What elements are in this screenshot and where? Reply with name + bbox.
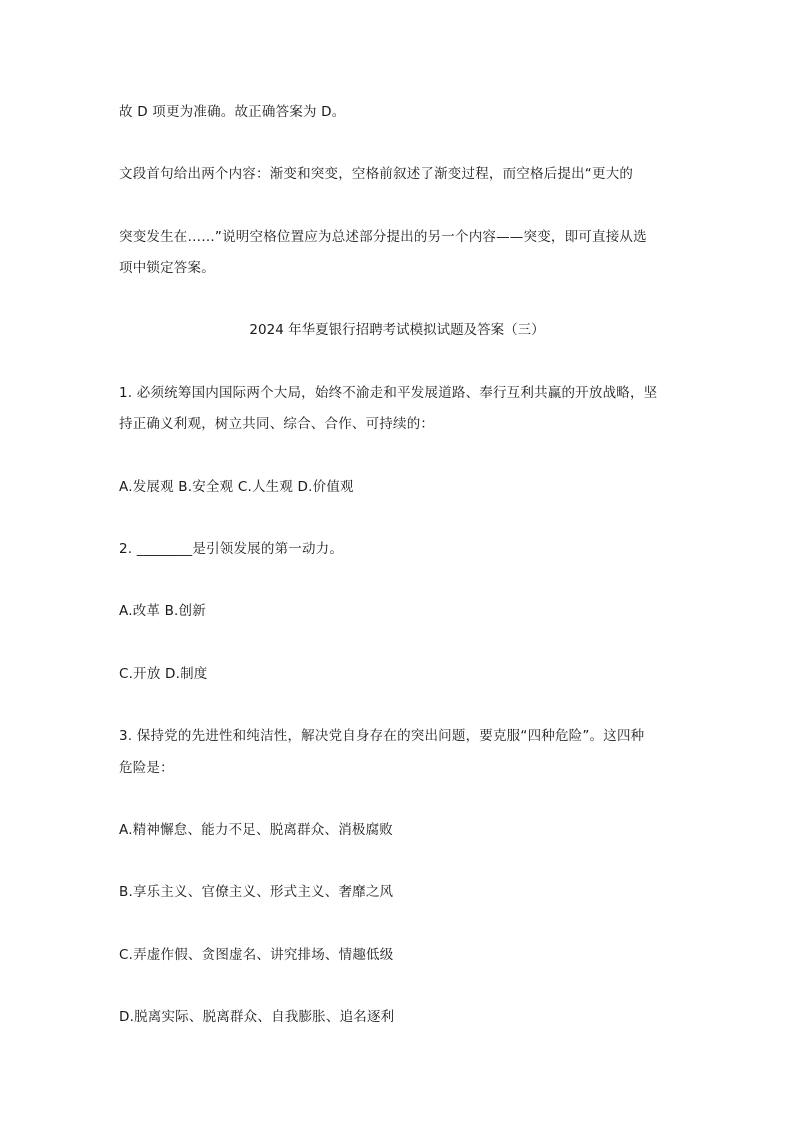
question-3-option-b: B.享乐主义、官僚主义、形式主义、奢靡之风 — [119, 884, 394, 900]
question-1-stem-line-2: 持正确义利观，树立共同、综合、合作、可持续的： — [119, 416, 435, 432]
intro-line-1: 故 D 项更为准确。故正确答案为 D。 — [119, 104, 346, 120]
question-3-option-a: A.精神懈怠、能力不足、脱离群众、消极腐败 — [119, 822, 393, 838]
page-title: 2024 年华夏银行招聘考试模拟试题及答案（三） — [249, 322, 545, 338]
question-2-options-line-2: C.开放 D.制度 — [119, 666, 208, 682]
intro-line-3: 突变发生在……”说明空格位置应为总述部分提出的另一个内容——突变，即可直接从选 — [119, 229, 647, 245]
intro-line-2: 文段首句给出两个内容：渐变和突变，空格前叙述了渐变过程，而空格后提出“更大的 — [119, 166, 634, 182]
question-1-options: A.发展观 B.安全观 C.人生观 D.价值观 — [119, 479, 354, 495]
question-3-option-c: C.弄虚作假、贪图虚名、讲究排场、情趣低级 — [119, 947, 394, 963]
question-2-options-line-1: A.改革 B.创新 — [119, 603, 206, 619]
question-2-stem: 2. ________是引领发展的第一动力。 — [119, 541, 344, 557]
question-3-stem-line-2: 危险是： — [119, 760, 174, 776]
question-3-option-d: D.脱离实际、脱离群众、自我膨胀、追名逐利 — [119, 1009, 395, 1025]
intro-line-4: 项中锁定答案。 — [119, 260, 215, 276]
question-3-stem-line-1: 3. 保持党的先进性和纯洁性，解决党自身存在的突出问题，要克服“四种危险”。这四种 — [119, 728, 645, 744]
question-1-stem-line-1: 1. 必须统筹国内国际两个大局，始终不渝走和平发展道路、奉行互利共赢的开放战略，坚 — [119, 385, 658, 401]
